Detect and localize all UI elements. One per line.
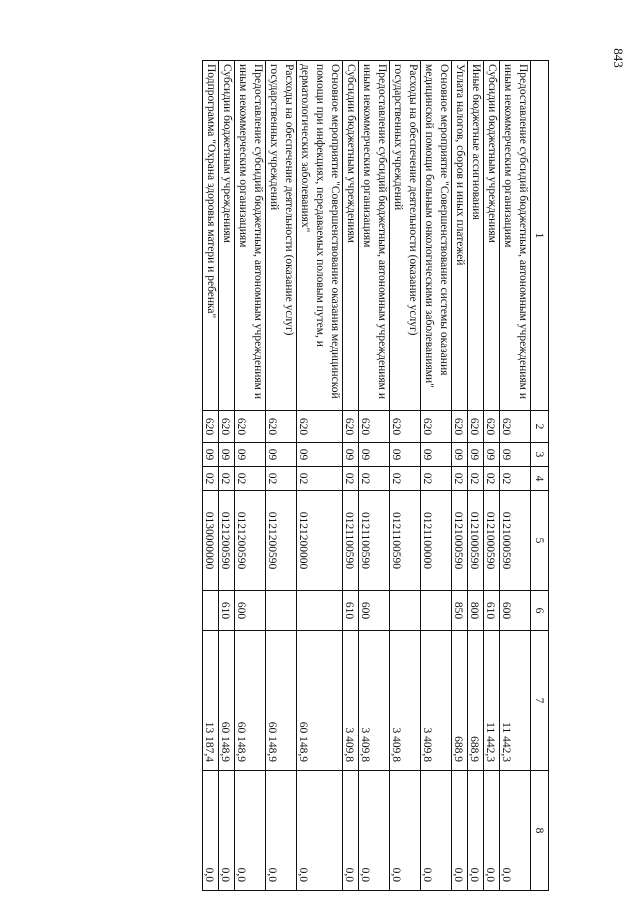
row-target-article: 0121000590 xyxy=(500,491,531,591)
row-code-4: 02 xyxy=(343,467,359,491)
row-code-4: 02 xyxy=(359,467,390,491)
row-code-4: 02 xyxy=(500,467,531,491)
col-header-7: 7 xyxy=(531,631,549,771)
row-code-2: 620 xyxy=(484,411,500,443)
row-amount-2: 0,0 xyxy=(266,771,297,891)
row-code-3: 09 xyxy=(452,443,468,467)
row-code-3: 09 xyxy=(219,443,235,467)
row-expense-type xyxy=(390,591,421,631)
row-target-article: 0121200000 xyxy=(297,491,343,591)
row-code-4: 02 xyxy=(235,467,266,491)
row-name: Иные бюджетные ассигнования xyxy=(468,61,484,411)
row-target-article: 0121200590 xyxy=(266,491,297,591)
row-target-article: 0121000590 xyxy=(484,491,500,591)
row-code-2: 620 xyxy=(500,411,531,443)
row-amount-2: 0,0 xyxy=(452,771,468,891)
row-amount-2: 0,0 xyxy=(297,771,343,891)
row-code-3: 09 xyxy=(500,443,531,467)
row-name: Субсидии бюджетным учреждениям xyxy=(343,61,359,411)
col-header-5: 5 xyxy=(531,491,549,591)
row-amount: 688,9 xyxy=(452,631,468,771)
col-header-8: 8 xyxy=(531,771,549,891)
row-target-article: 0121100590 xyxy=(359,491,390,591)
row-name: Расходы на обеспечение деятельности (оказание услуг) государственных учреждений xyxy=(390,61,421,411)
row-expense-type: 610 xyxy=(219,591,235,631)
table-row xyxy=(359,61,390,891)
row-amount: 3 409,8 xyxy=(343,631,359,771)
row-expense-type: 600 xyxy=(500,591,531,631)
row-code-4: 02 xyxy=(203,467,219,491)
row-code-4: 02 xyxy=(297,467,343,491)
table-row xyxy=(266,61,297,891)
row-expense-type: 610 xyxy=(484,591,500,631)
row-amount-2: 0,0 xyxy=(390,771,421,891)
row-code-4: 02 xyxy=(452,467,468,491)
row-target-article: 0121000590 xyxy=(452,491,468,591)
row-expense-type xyxy=(421,591,452,631)
row-amount: 13 187,4 xyxy=(203,631,219,771)
row-amount: 3 409,8 xyxy=(421,631,452,771)
row-code-3: 09 xyxy=(468,443,484,467)
row-expense-type xyxy=(297,591,343,631)
table-row xyxy=(297,61,343,891)
row-amount-2: 0,0 xyxy=(203,771,219,891)
budget-table xyxy=(202,60,549,891)
row-amount-2: 0,0 xyxy=(500,771,531,891)
row-expense-type xyxy=(266,591,297,631)
table-row xyxy=(219,61,235,891)
row-name: Предоставление субсидий бюджетным, автономным учреждениям и иным некоммерческим организациям xyxy=(500,61,531,411)
row-amount: 60 148,9 xyxy=(297,631,343,771)
row-code-3: 09 xyxy=(390,443,421,467)
table-row xyxy=(468,61,484,891)
table-row xyxy=(343,61,359,891)
page-number: 843 xyxy=(611,48,626,68)
row-code-3: 09 xyxy=(266,443,297,467)
row-code-4: 02 xyxy=(468,467,484,491)
row-target-article: 0130000000 xyxy=(203,491,219,591)
table-row xyxy=(484,61,500,891)
header-row xyxy=(531,61,549,891)
row-target-article: 0121200590 xyxy=(235,491,266,591)
row-name: Уплата налогов, сборов и иных платежей xyxy=(452,61,468,411)
table-row xyxy=(500,61,531,891)
row-name: Основное мероприятие "Совершенствование системы оказания медицинской помощи больным онкологическими заболеваниями" xyxy=(421,61,452,411)
table-row xyxy=(452,61,468,891)
row-amount-2: 0,0 xyxy=(359,771,390,891)
row-amount-2: 0,0 xyxy=(235,771,266,891)
row-code-3: 09 xyxy=(203,443,219,467)
row-name: Предоставление субсидий бюджетным, автономным учреждениям и иным некоммерческим организациям xyxy=(359,61,390,411)
rotated-page-content xyxy=(79,60,549,890)
col-header-2: 2 xyxy=(531,411,549,443)
row-code-4: 02 xyxy=(266,467,297,491)
row-code-3: 09 xyxy=(297,443,343,467)
row-code-2: 620 xyxy=(452,411,468,443)
row-name: Субсидии бюджетным учреждениям xyxy=(484,61,500,411)
row-amount: 688,9 xyxy=(468,631,484,771)
row-code-2: 620 xyxy=(343,411,359,443)
row-code-2: 620 xyxy=(468,411,484,443)
row-amount: 60 148,9 xyxy=(266,631,297,771)
row-code-2: 620 xyxy=(219,411,235,443)
row-target-article: 0121100590 xyxy=(390,491,421,591)
row-code-4: 02 xyxy=(484,467,500,491)
row-amount-2: 0,0 xyxy=(421,771,452,891)
row-amount: 60 148,9 xyxy=(235,631,266,771)
row-name: Предоставление субсидий бюджетным, автономным учреждениям и иным некоммерческим организациям xyxy=(235,61,266,411)
table-row xyxy=(390,61,421,891)
row-code-3: 09 xyxy=(484,443,500,467)
row-code-4: 02 xyxy=(390,467,421,491)
row-name: Основное мероприятие "Совершенствование оказания медицинской помощи при инфекциях, передаваемых половым путем, и дерматологических заболеваниях" xyxy=(297,61,343,411)
col-header-4: 4 xyxy=(531,467,549,491)
row-expense-type xyxy=(203,591,219,631)
row-name: Расходы на обеспечение деятельности (оказание услуг) государственных учреждений xyxy=(266,61,297,411)
table-row xyxy=(203,61,219,891)
row-code-2: 620 xyxy=(297,411,343,443)
row-amount-2: 0,0 xyxy=(219,771,235,891)
row-amount: 60 148,9 xyxy=(219,631,235,771)
row-amount: 3 409,8 xyxy=(359,631,390,771)
col-header-6: 6 xyxy=(531,591,549,631)
row-amount: 3 409,8 xyxy=(390,631,421,771)
col-header-1: 1 xyxy=(531,61,549,411)
row-amount-2: 0,0 xyxy=(484,771,500,891)
row-amount-2: 0,0 xyxy=(343,771,359,891)
row-name: Субсидии бюджетным учреждениям xyxy=(219,61,235,411)
row-target-article: 0121000590 xyxy=(468,491,484,591)
row-amount: 11 442,3 xyxy=(500,631,531,771)
row-code-2: 620 xyxy=(421,411,452,443)
row-expense-type: 600 xyxy=(235,591,266,631)
row-code-2: 620 xyxy=(390,411,421,443)
row-code-2: 620 xyxy=(203,411,219,443)
row-code-2: 620 xyxy=(235,411,266,443)
row-expense-type: 800 xyxy=(468,591,484,631)
row-expense-type: 600 xyxy=(359,591,390,631)
row-expense-type: 850 xyxy=(452,591,468,631)
row-code-3: 09 xyxy=(421,443,452,467)
row-expense-type: 610 xyxy=(343,591,359,631)
row-amount: 11 442,3 xyxy=(484,631,500,771)
row-code-2: 620 xyxy=(359,411,390,443)
table-row xyxy=(235,61,266,891)
row-code-3: 09 xyxy=(359,443,390,467)
row-code-2: 620 xyxy=(266,411,297,443)
row-name: Подпрограмма "Охрана здоровья матери и ребенка" xyxy=(203,61,219,411)
row-code-4: 02 xyxy=(421,467,452,491)
table-row xyxy=(421,61,452,891)
row-code-3: 09 xyxy=(343,443,359,467)
row-code-3: 09 xyxy=(235,443,266,467)
row-amount-2: 0,0 xyxy=(468,771,484,891)
col-header-3: 3 xyxy=(531,443,549,467)
row-target-article: 0121100000 xyxy=(421,491,452,591)
row-code-4: 02 xyxy=(219,467,235,491)
row-target-article: 0121200590 xyxy=(219,491,235,591)
row-target-article: 0121100590 xyxy=(343,491,359,591)
